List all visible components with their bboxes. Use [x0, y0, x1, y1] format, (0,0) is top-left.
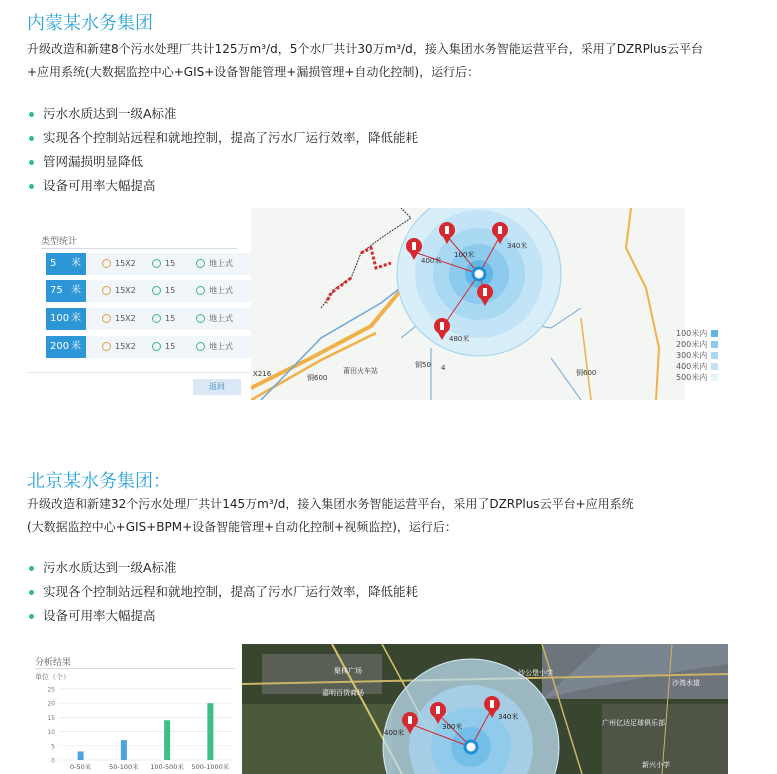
bullet-text: 管网漏损明显降低 — [43, 154, 144, 169]
bullet-text: 污水水质达到一级A标准 — [43, 560, 177, 575]
section2-paragraph-line1: 升级改造和新建32个污水处理厂共计145万m³/d，接入集团水务智能运营平台，采用了DZRPlus云平台+应用系统 — [27, 497, 634, 511]
section2-paragraph-line2: (大数据监控中心+GIS+BPM+设备智能管理+自动化控制+视频监控)，运行后： — [27, 520, 457, 534]
bullet-text: 设备可用率大幅提高 — [43, 608, 156, 623]
y-tick-label: 15 — [47, 714, 55, 722]
list-item — [27, 580, 418, 604]
bar[interactable] — [78, 751, 84, 760]
gis-map-bottom[interactable] — [242, 644, 728, 774]
x-tick-label: 0-50米 — [69, 763, 92, 771]
section2-paragraph — [27, 493, 772, 539]
road-label: 铜50 — [415, 361, 431, 369]
legend-item: 300米内 — [676, 350, 718, 361]
list-item — [27, 150, 418, 174]
bar[interactable] — [121, 740, 127, 760]
center-point-icon[interactable] — [465, 741, 477, 753]
bar-chart — [27, 645, 242, 774]
table-cell: 15X2 — [102, 280, 136, 302]
y-tick-label: 10 — [47, 729, 55, 737]
distance-value: 5 米 — [46, 253, 86, 275]
section1-paragraph-line2: +应用系统(大数据监控中心+GIS+设备智能管理+漏损管理+自动化控制)，运行后： — [27, 65, 480, 79]
bullet-dot-icon — [29, 566, 34, 571]
table-cell: 15 — [152, 280, 175, 302]
y-tick-label: 0 — [51, 757, 55, 765]
table-cell: 地上式 — [196, 308, 233, 330]
table-cell: 地上式 — [196, 336, 233, 358]
section1-bullet-list — [27, 102, 418, 198]
road-label: X216 — [253, 370, 272, 378]
list-item — [27, 174, 418, 198]
bar[interactable] — [164, 720, 170, 760]
y-tick-label: 20 — [47, 700, 55, 708]
bullet-text: 实现各个控制站远程和就地控制，提高了污水厂运行效率，降低能耗 — [43, 130, 419, 145]
satellite-canvas — [242, 644, 728, 774]
section2-bullet-list — [27, 556, 418, 628]
clock-icon — [196, 314, 205, 323]
bar[interactable] — [207, 703, 213, 760]
list-item — [27, 604, 418, 628]
y-tick-label: 5 — [51, 743, 55, 751]
clock-icon — [196, 342, 205, 351]
section1-title: 内蒙某水务集团 — [27, 13, 153, 34]
table-row[interactable] — [46, 336, 251, 358]
distance-label: 300米 — [442, 723, 463, 731]
table-cell: 15X2 — [102, 336, 136, 358]
distance-value: 100 米 — [46, 308, 86, 330]
section1-paragraph-line1: 升级改造和新建8个污水处理厂共计125万m³/d，5个水厂共计30万m³/d，接入集团水务智能运营平台，采用了DZRPlus云平台 — [27, 42, 703, 56]
list-item — [27, 126, 418, 150]
place-label: 聚林广场 — [334, 667, 362, 675]
bullet-dot-icon — [29, 112, 34, 117]
table-cell: 15 — [152, 336, 175, 358]
place-label: 嘉明百货商场 — [322, 689, 364, 697]
hydrant-icon — [102, 314, 111, 323]
bullet-dot-icon — [29, 614, 34, 619]
table-cell: 15 — [152, 308, 175, 330]
clock-icon — [196, 286, 205, 295]
bullet-dot-icon — [29, 136, 34, 141]
table-cell: 地上式 — [196, 253, 233, 275]
distance-value: 200 米 — [46, 336, 86, 358]
distance-label: 100米 — [454, 251, 475, 259]
chart-title: 分析结果 — [35, 658, 72, 668]
place-label: 广州亿达足球俱乐部 — [602, 719, 665, 727]
chart-y-label: 单位（个） — [35, 673, 70, 681]
bullet-dot-icon — [29, 160, 34, 165]
legend-item: 500米内 — [676, 372, 718, 383]
distance-label: 340米 — [498, 713, 519, 721]
bullet-text: 污水水质达到一级A标准 — [43, 106, 177, 121]
hydrant-icon — [102, 286, 111, 295]
legend-item: 400米内 — [676, 361, 718, 372]
place-label: 沙湾水道 — [672, 679, 700, 687]
map-legend — [676, 328, 718, 383]
table-cell: 地上式 — [196, 280, 233, 302]
hydrant-icon — [102, 342, 111, 351]
bullet-dot-icon — [29, 184, 34, 189]
place-label: 莆田火车站 — [343, 367, 378, 375]
road-label: 铜600 — [576, 369, 597, 377]
table-cell: 15X2 — [102, 253, 136, 275]
place-label: 沙公堡小学 — [518, 669, 553, 677]
x-tick-label: 500-1000米 — [191, 763, 230, 771]
list-item — [27, 102, 418, 126]
legend-item: 100米内 — [676, 328, 718, 339]
distance-label: 480米 — [449, 335, 470, 343]
bullet-text: 实现各个控制站远程和就地控制，提高了污水厂运行效率，降低能耗 — [43, 584, 419, 599]
divider — [27, 372, 251, 373]
table-row[interactable] — [46, 253, 251, 275]
distance-label: 400米 — [384, 729, 405, 737]
place-label: 新兴小学 — [642, 761, 670, 769]
stats-panel-title: 类型统计 — [41, 237, 78, 247]
clock-icon — [196, 259, 205, 268]
stats-panel — [27, 210, 251, 400]
x-tick-label: 100-500米 — [150, 763, 184, 771]
section1-paragraph — [27, 38, 772, 84]
hydrant-icon — [102, 259, 111, 268]
section2-title: 北京某水务集团： — [27, 471, 171, 492]
road-label: 4 — [441, 364, 446, 372]
divider — [41, 248, 237, 249]
bullet-dot-icon — [29, 590, 34, 595]
valve-icon — [152, 342, 161, 351]
legend-item: 200米内 — [676, 339, 718, 350]
gis-map-top[interactable] — [251, 208, 685, 400]
road-label: 铜600 — [307, 374, 328, 382]
return-button[interactable]: 返回 — [193, 379, 241, 395]
valve-icon — [152, 259, 161, 268]
valve-icon — [152, 286, 161, 295]
analysis-chart-panel — [27, 645, 242, 774]
distance-label: 400米 — [421, 257, 442, 265]
table-cell: 15X2 — [102, 308, 136, 330]
y-tick-label: 25 — [47, 686, 55, 694]
table-row[interactable] — [46, 308, 251, 330]
bullet-text: 设备可用率大幅提高 — [43, 178, 156, 193]
distance-value: 75 米 — [46, 280, 86, 302]
list-item — [27, 556, 418, 580]
table-cell: 15 — [152, 253, 175, 275]
center-point-icon[interactable] — [473, 268, 485, 280]
valve-icon — [152, 314, 161, 323]
table-row[interactable] — [46, 280, 251, 302]
distance-label: 340米 — [507, 242, 528, 250]
map-canvas — [251, 208, 685, 400]
x-tick-label: 50-100米 — [109, 763, 139, 771]
